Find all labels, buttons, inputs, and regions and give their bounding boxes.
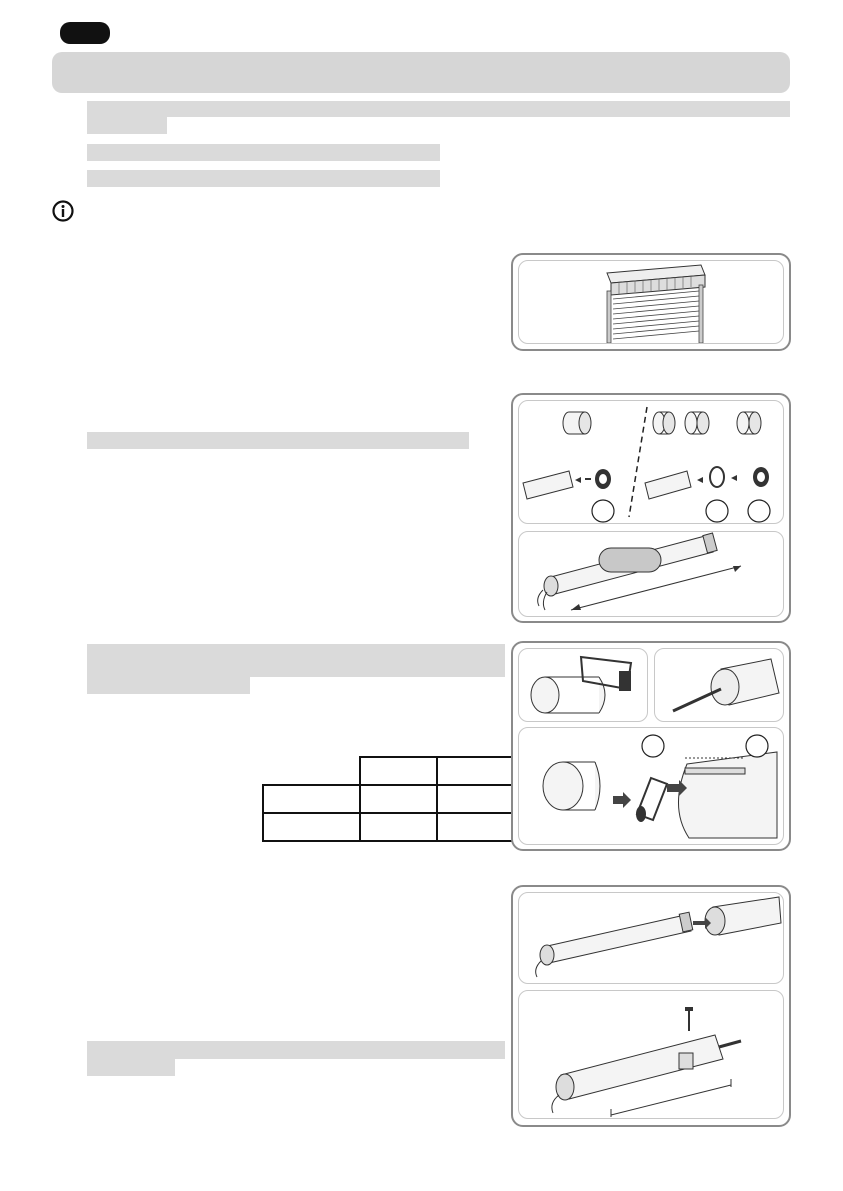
roller-shutter-illustration bbox=[519, 261, 783, 343]
info-icon bbox=[52, 200, 74, 222]
table-row bbox=[263, 813, 514, 841]
intro-line-1 bbox=[87, 144, 440, 161]
intro-line-2 bbox=[87, 170, 440, 187]
adapter-selection-illustration bbox=[519, 401, 783, 523]
fix-motor-screw-illustration bbox=[519, 991, 783, 1118]
figure-roller-shutter bbox=[511, 253, 791, 351]
hacksaw-illustration bbox=[519, 649, 647, 721]
insert-motor-illustration bbox=[519, 893, 783, 983]
figure-motor-insertion bbox=[511, 885, 791, 1127]
table-header-row bbox=[263, 757, 514, 785]
language-badge bbox=[60, 22, 110, 44]
page-title-bar bbox=[52, 52, 790, 93]
cut-dimensions-table bbox=[262, 756, 515, 842]
figure-adapters-motor bbox=[511, 393, 791, 623]
figure-cutting-tube bbox=[511, 641, 791, 851]
notch-cutting-illustration bbox=[519, 728, 783, 844]
table-row bbox=[263, 785, 514, 813]
deburr-illustration bbox=[655, 649, 783, 721]
motor-length-illustration bbox=[519, 532, 783, 616]
preparation-heading bbox=[87, 432, 469, 449]
